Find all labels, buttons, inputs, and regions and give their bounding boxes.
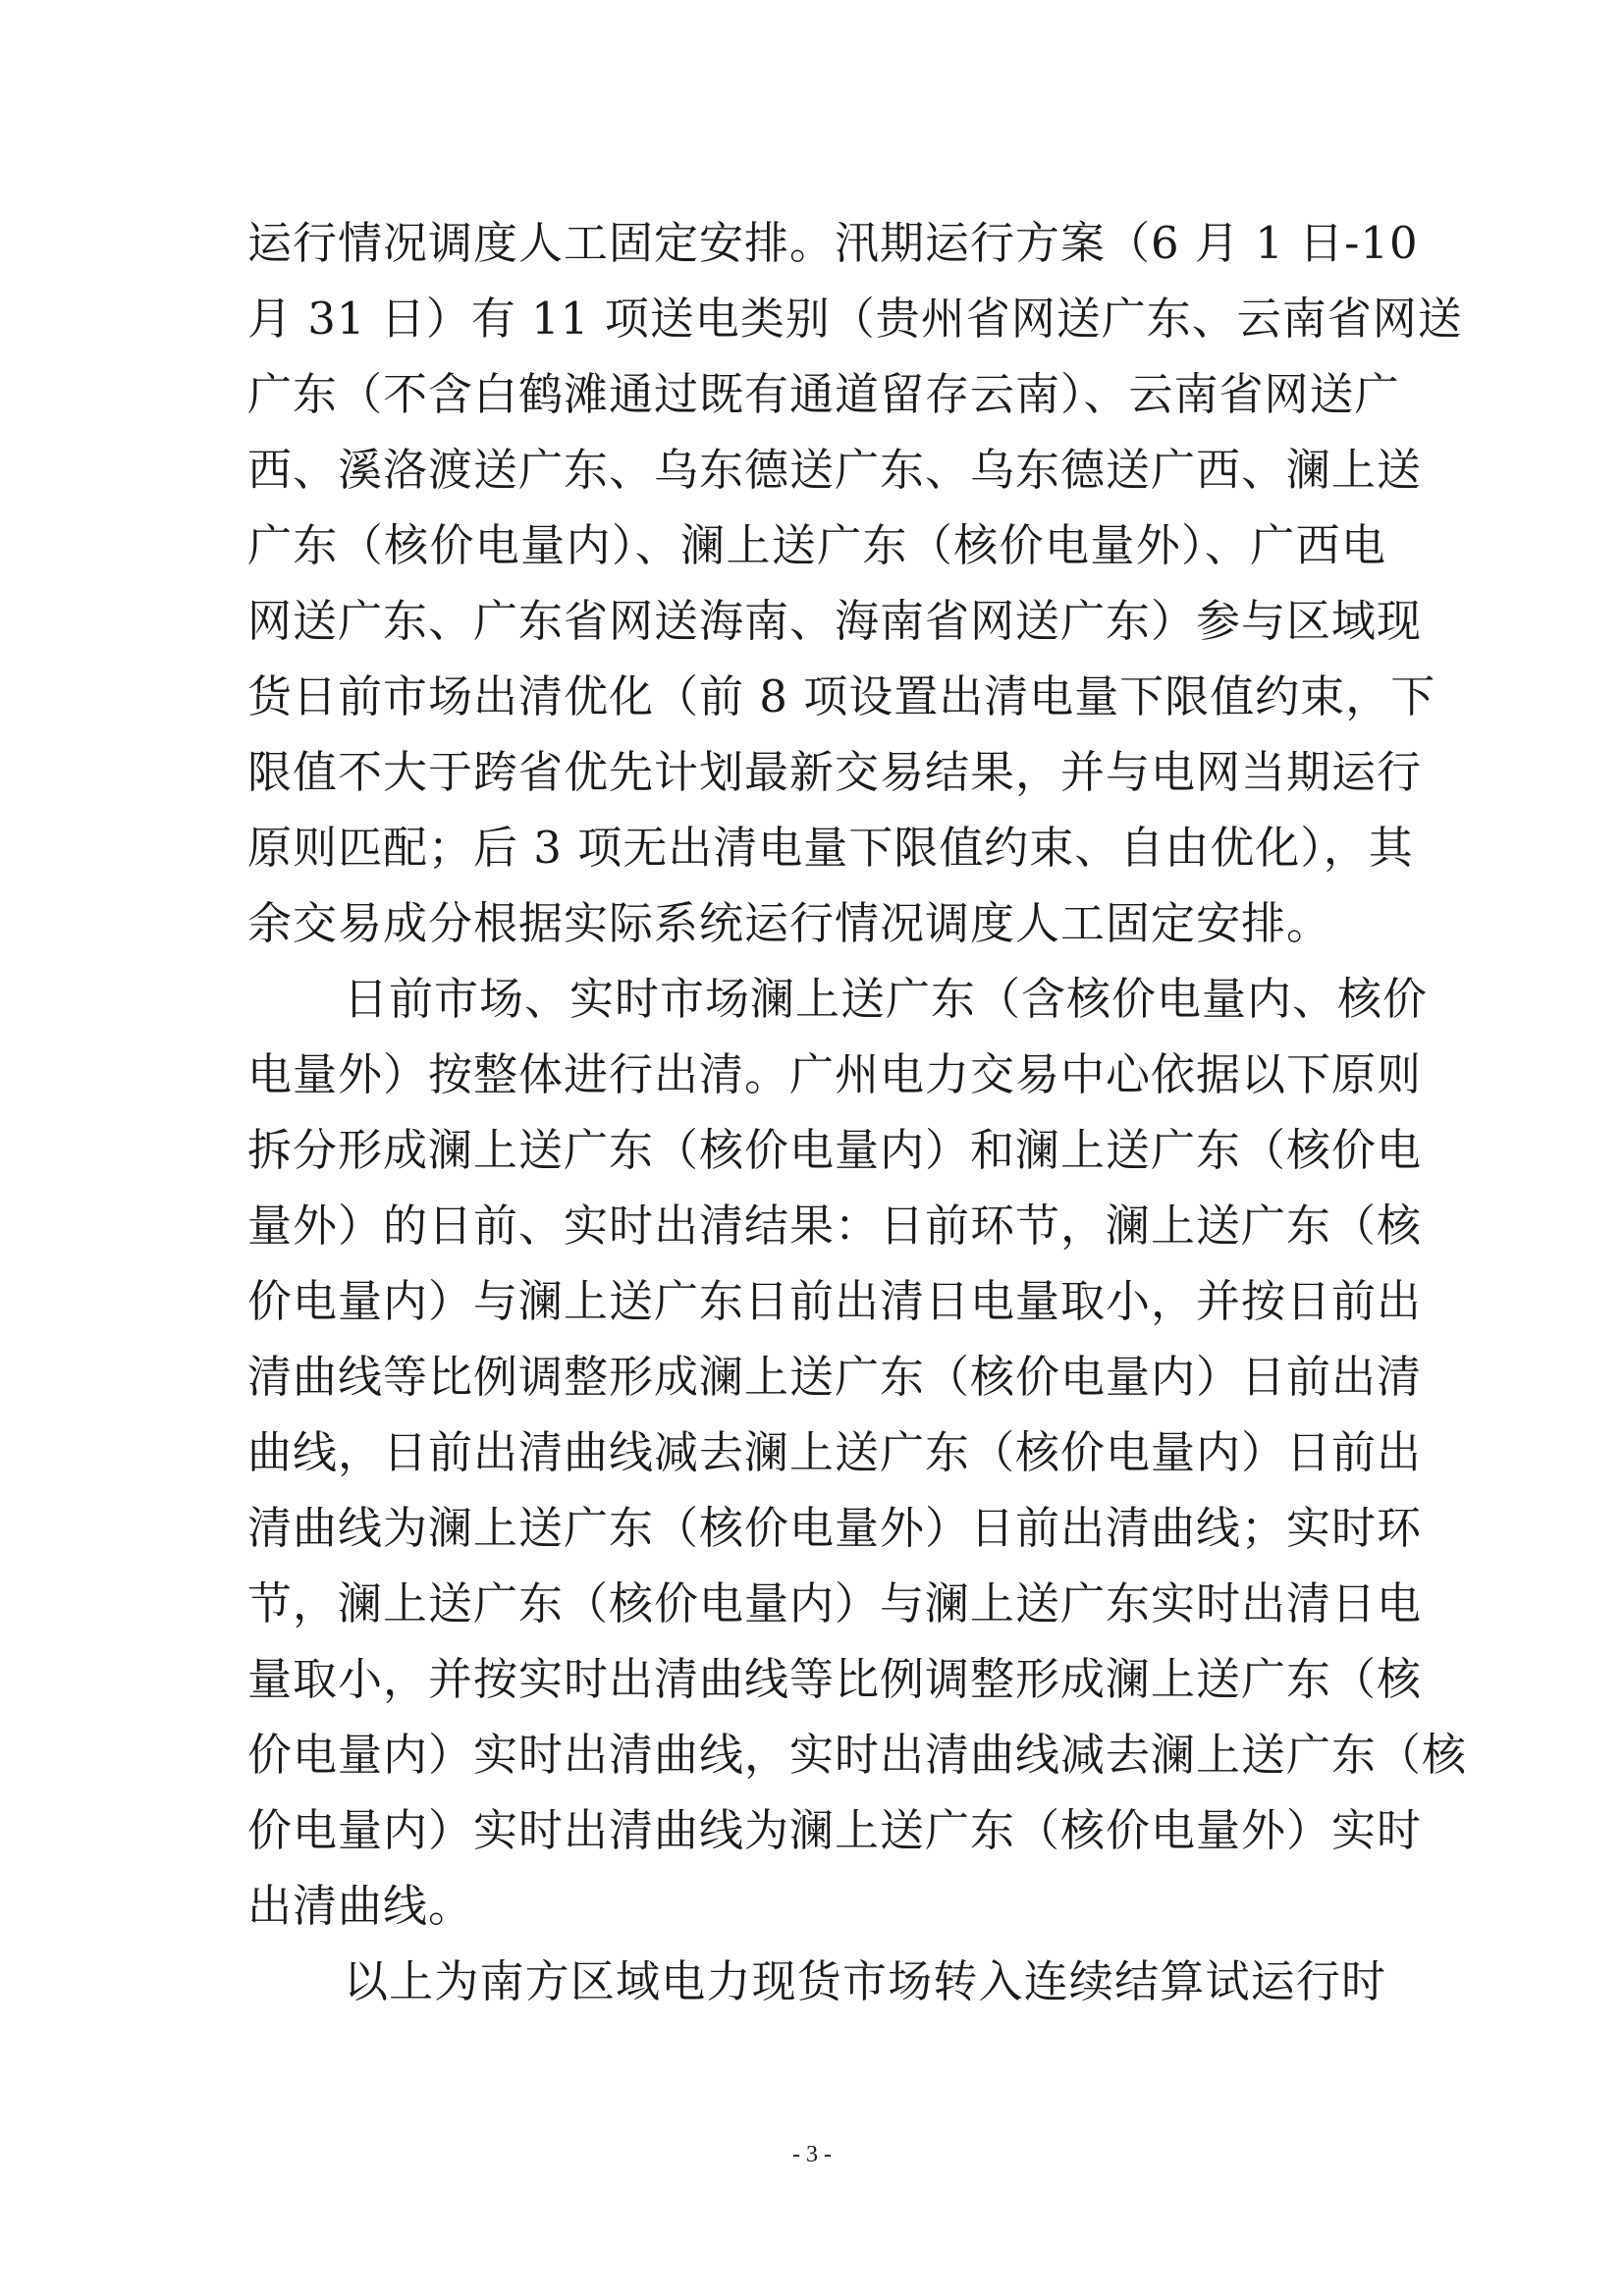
- body-text-line: 原则匹配；后 3 项无出清电量下限值约束、自由优化），其: [247, 822, 1414, 874]
- body-text-line: 货日前市场出清优化（前 8 项设置出清电量下限值约束，下: [247, 670, 1436, 722]
- body-text-line: 网送广东、广东省网送海南、海南省网送广东）参与区域现: [247, 595, 1423, 647]
- body-text-line: 限值不大于跨省优先计划最新交易结果，并与电网当期运行: [247, 746, 1423, 798]
- body-text-line: 量取小，并按实时出清曲线等比例调整形成澜上送广东（核: [247, 1653, 1423, 1705]
- body-text-line: 清曲线为澜上送广东（核价电量外）日前出清曲线；实时环: [247, 1502, 1423, 1554]
- body-text-line: 运行情况调度人工固定安排。汛期运行方案（6 月 1 日-10: [247, 217, 1419, 269]
- paragraph-first-line: 以上为南方区域电力现货市场转入连续结算试运行时: [344, 1955, 1386, 2007]
- body-text-line: 广东（核价电量内）、澜上送广东（核价电量外）、广西电: [247, 519, 1386, 571]
- body-text-line: 曲线，日前出清曲线减去澜上送广东（核价电量内）日前出: [247, 1426, 1423, 1478]
- body-text-line: 出清曲线。: [247, 1880, 474, 1932]
- body-text-line: 月 31 日）有 11 项送电类别（贵州省网送广东、云南省网送: [247, 293, 1463, 345]
- body-text-line: 节，澜上送广东（核价电量内）与澜上送广东实时出清日电: [247, 1577, 1423, 1629]
- body-text-line: 广东（不含白鹤滩通过既有通道留存云南）、云南省网送广: [247, 368, 1400, 420]
- body-text-line: 价电量内）实时出清曲线为澜上送广东（核价电量外）实时: [247, 1804, 1423, 1856]
- body-text-line: 价电量内）实时出清曲线，实时出清曲线减去澜上送广东（核: [247, 1729, 1468, 1781]
- body-text-line: 西、溪洛渡送广东、乌东德送广东、乌东德送广西、澜上送: [247, 444, 1423, 496]
- body-text-line: 价电量内）与澜上送广东日前出清日电量取小，并按日前出: [247, 1275, 1423, 1327]
- body-text-line: 拆分形成澜上送广东（核价电量内）和澜上送广东（核价电: [247, 1124, 1423, 1176]
- body-text-line: 余交易成分根据实际系统运行情况调度人工固定安排。: [247, 897, 1332, 949]
- page-number: - 3 -: [792, 2142, 832, 2167]
- body-text-line: 电量外）按整体进行出清。广州电力交易中心依据以下原则: [247, 1048, 1423, 1100]
- body-text-line: 量外）的日前、实时出清结果：日前环节，澜上送广东（核: [247, 1200, 1423, 1252]
- paragraph-first-line: 日前市场、实时市场澜上送广东（含核价电量内、核价: [344, 973, 1429, 1025]
- body-text-line: 清曲线等比例调整形成澜上送广东（核价电量内）日前出清: [247, 1351, 1423, 1403]
